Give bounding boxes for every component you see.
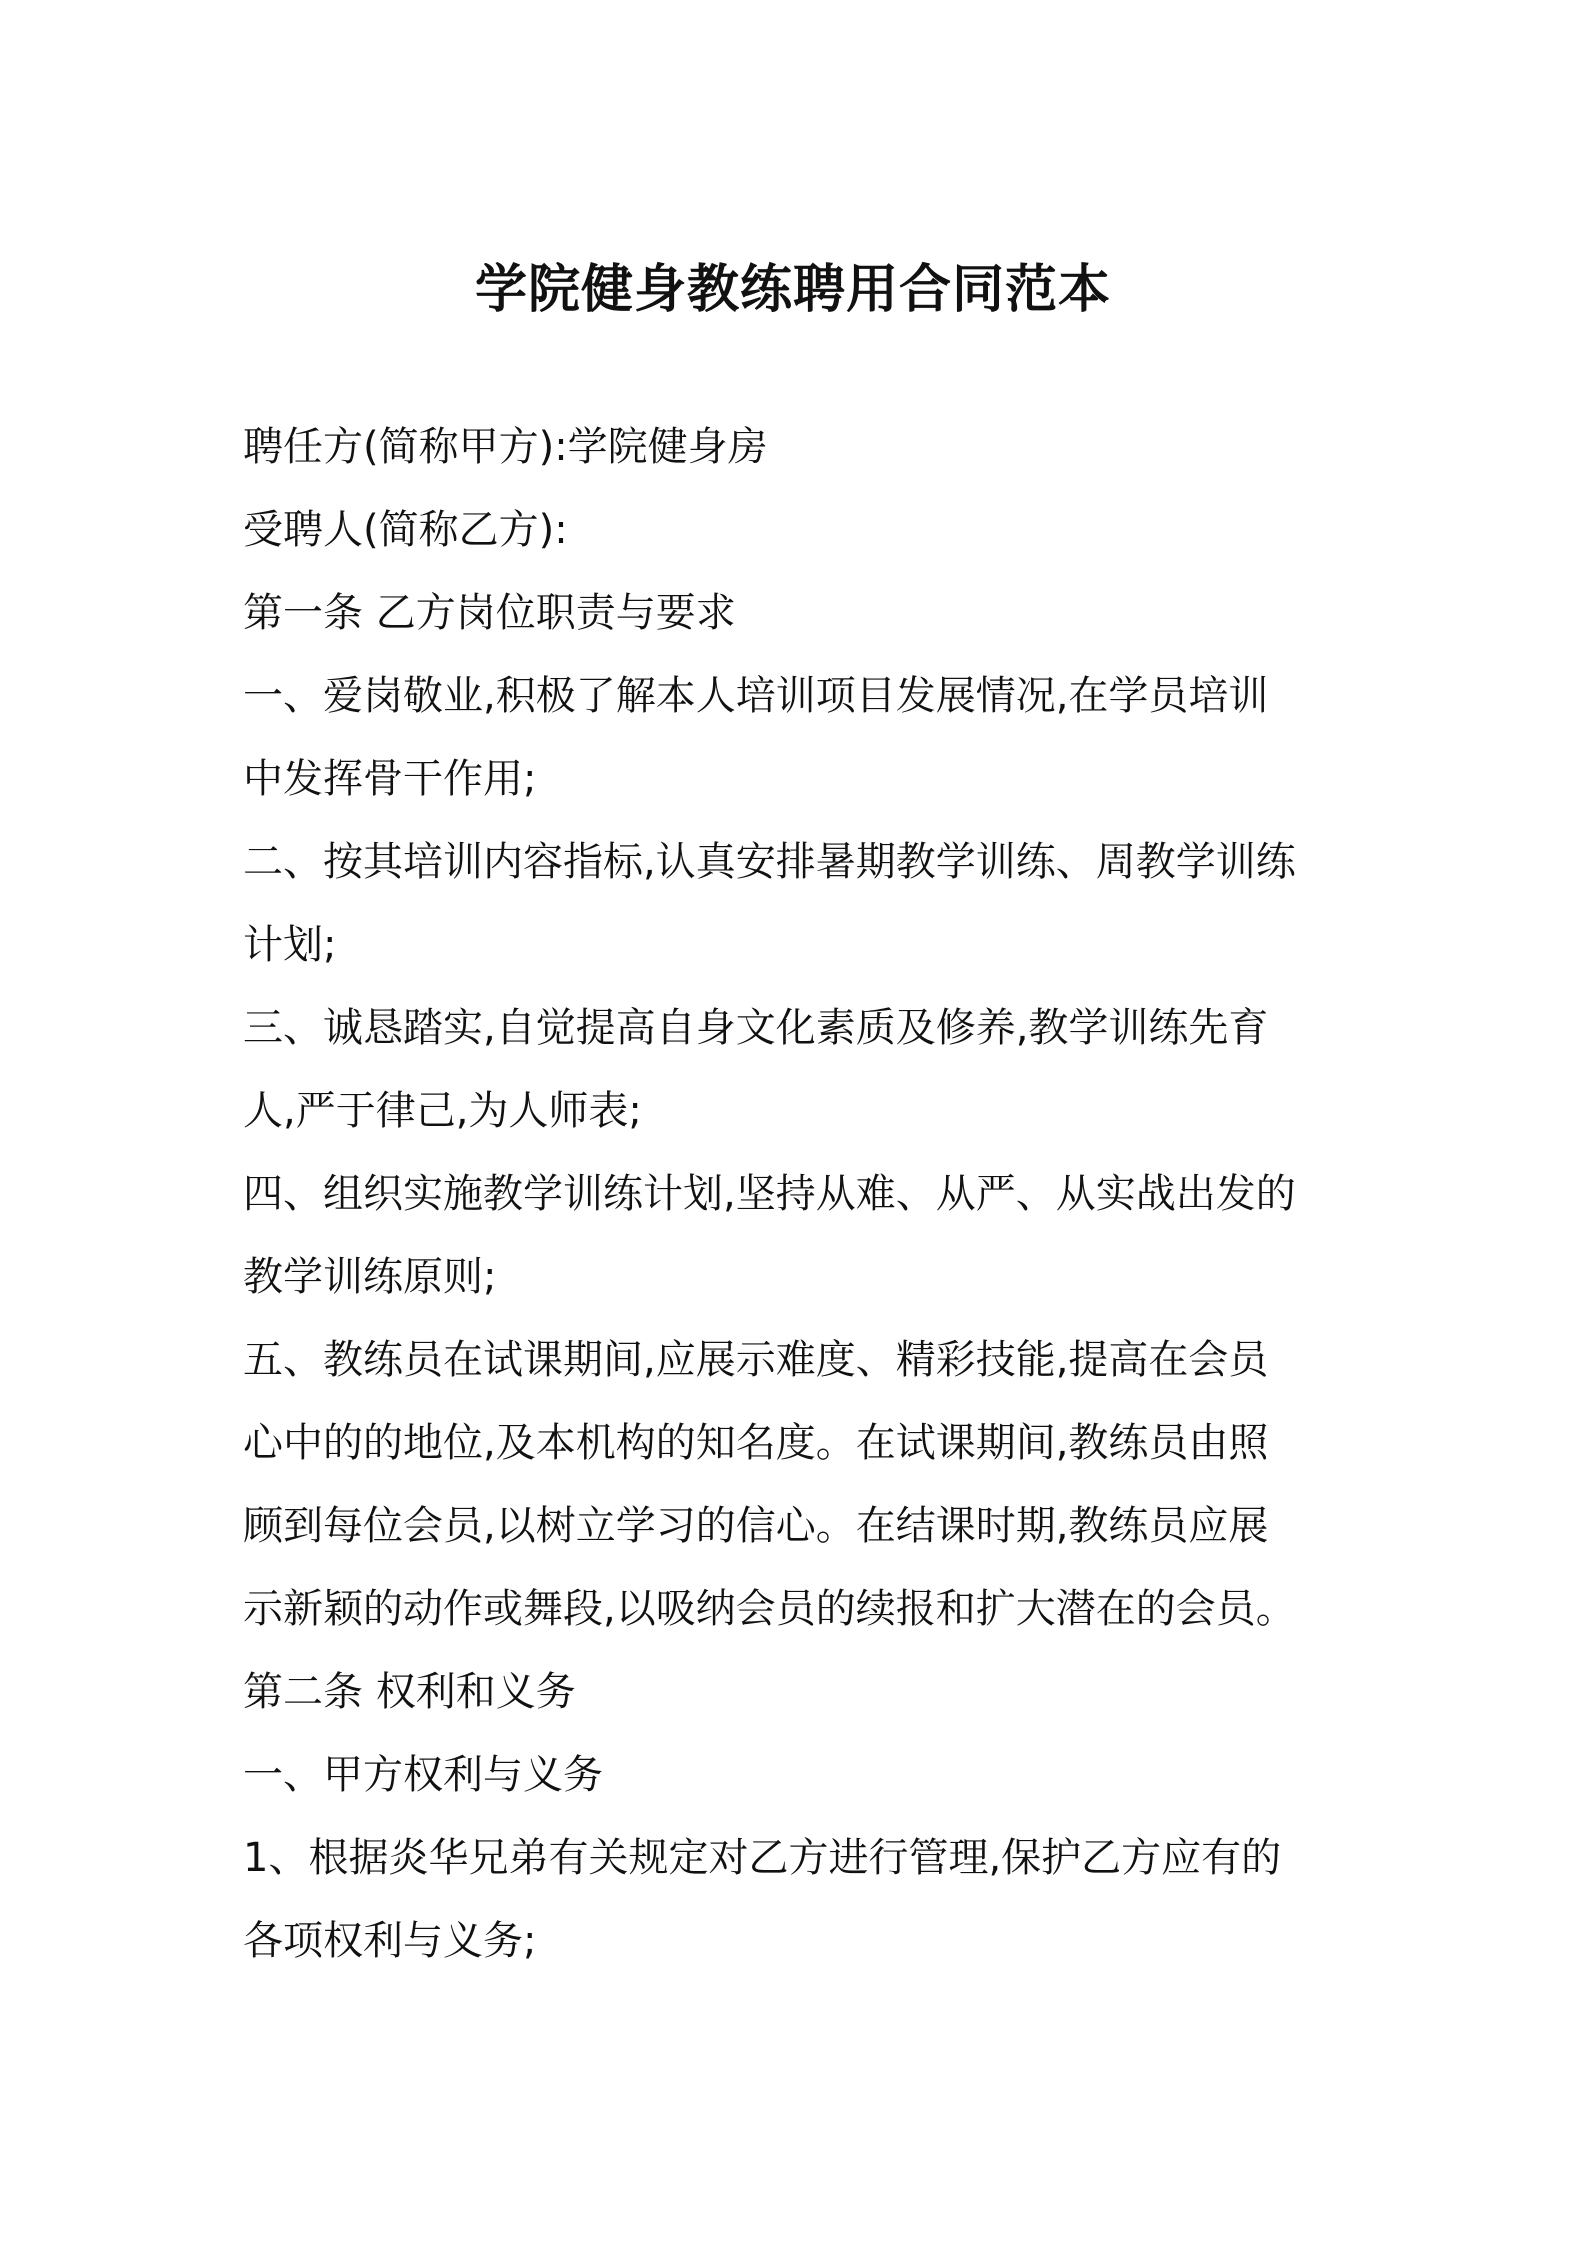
clause-line: 一、甲方权利与义务 bbox=[243, 1752, 603, 1798]
clause-line: 一、爱岗敬业,积极了解本人培训项目发展情况,在学员培训 bbox=[243, 673, 1269, 719]
clause-line: 聘任方(简称甲方):学院健身房 bbox=[243, 424, 768, 470]
clause-line: 各项权利与义务; bbox=[243, 1918, 537, 1964]
clause-line: 受聘人(简称乙方): bbox=[243, 507, 568, 553]
document-title: 学院健身教练聘用合同范本 bbox=[474, 260, 1111, 320]
clause-line: 示新颖的动作或舞段,以吸纳会员的续报和扩大潜在的会员。 bbox=[243, 1586, 1296, 1632]
clause-line: 中发挥骨干作用; bbox=[243, 756, 537, 802]
clause-line: 五、教练员在试课期间,应展示难度、精彩技能,提高在会员 bbox=[243, 1337, 1269, 1383]
clause-line: 顾到每位会员,以树立学习的信心。在结课时期,教练员应展 bbox=[243, 1503, 1269, 1549]
clause-line: 二、按其培训内容指标,认真安排暑期教学训练、周教学训练 bbox=[243, 839, 1296, 885]
document-body bbox=[243, 406, 1353, 1983]
clause-line: 1、根据炎华兄弟有关规定对乙方进行管理,保护乙方应有的 bbox=[243, 1835, 1282, 1881]
clause-line: 四、组织实施教学训练计划,坚持从难、从严、从实战出发的 bbox=[243, 1171, 1296, 1217]
clause-line: 第一条 乙方岗位职责与要求 bbox=[243, 590, 736, 636]
clause-line: 人,严于律己,为人师表; bbox=[243, 1088, 642, 1134]
clause-line: 计划; bbox=[243, 922, 337, 968]
clause-line: 教学训练原则; bbox=[243, 1254, 497, 1300]
clause-line: 三、诚恳踏实,自觉提高自身文化素质及修养,教学训练先育 bbox=[243, 1005, 1269, 1051]
clause-line: 心中的的地位,及本机构的知名度。在试课期间,教练员由照 bbox=[243, 1420, 1269, 1466]
clause-line: 第二条 权利和义务 bbox=[243, 1669, 576, 1715]
